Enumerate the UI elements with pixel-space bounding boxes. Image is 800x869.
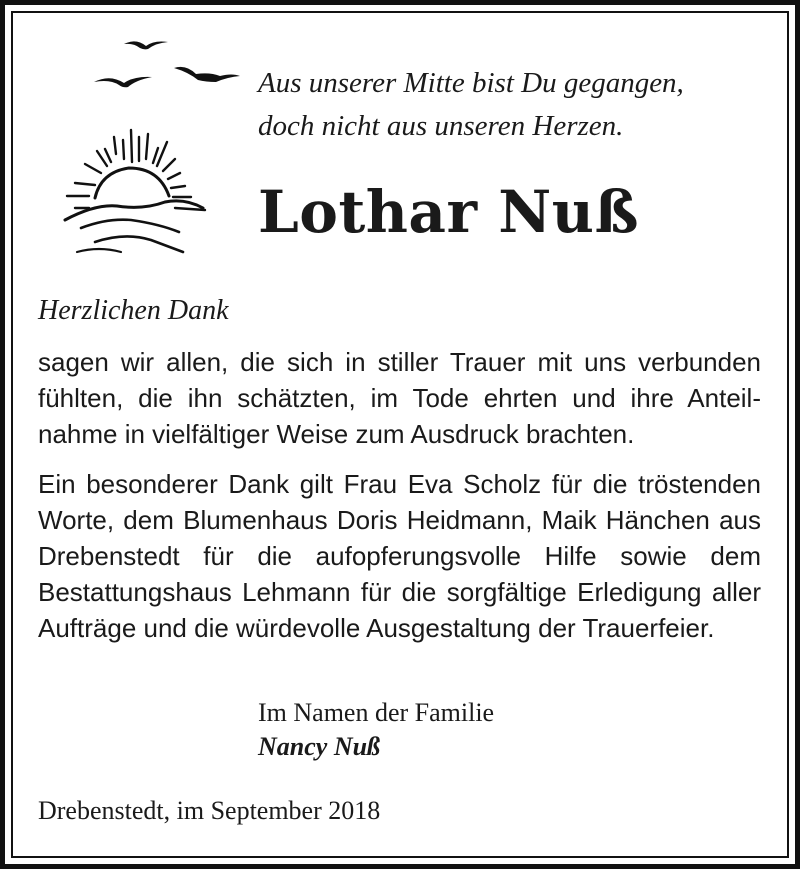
thanks-paragraph-2: Ein besonderer Dank gilt Frau Eva Scholz für die tröstenden Worte, dem Blumenhaus Doris Heidmann, Maik Hänchen aus Drebenstedt für die aufopferungsvolle Hilfe sowie dem Bestattungshaus Lehmann für die sorgfältige Erledigung aller Aufträge und die würdevolle Ausgestaltung der Trauerfeier. (38, 469, 761, 643)
motto-line-1: Aus unserer Mitte bist Du gegangen, (258, 67, 684, 99)
motto-text (258, 62, 684, 148)
place-date: Drebenstedt, im September 2018 (38, 796, 381, 825)
deceased-name: Lothar Nuß (258, 178, 640, 246)
sunset-hills-icon (55, 128, 215, 260)
thanks-paragraph-1: sagen wir allen, die sich in stiller Trauer mit uns verbunden fühlten, die ihn schätzten, im Tode ehrten und ihre Anteilnahme in vielfältiger Weise zum Ausdruck brachten. (38, 347, 761, 449)
motto-line-2: doch nicht aus unseren Herzen. (258, 110, 624, 142)
signer-name: Nancy Nuß (258, 732, 381, 761)
birds-icon (88, 34, 248, 96)
family-line: Im Namen der Familie (258, 698, 495, 727)
greeting-heading: Herzlichen Dank (38, 295, 229, 326)
